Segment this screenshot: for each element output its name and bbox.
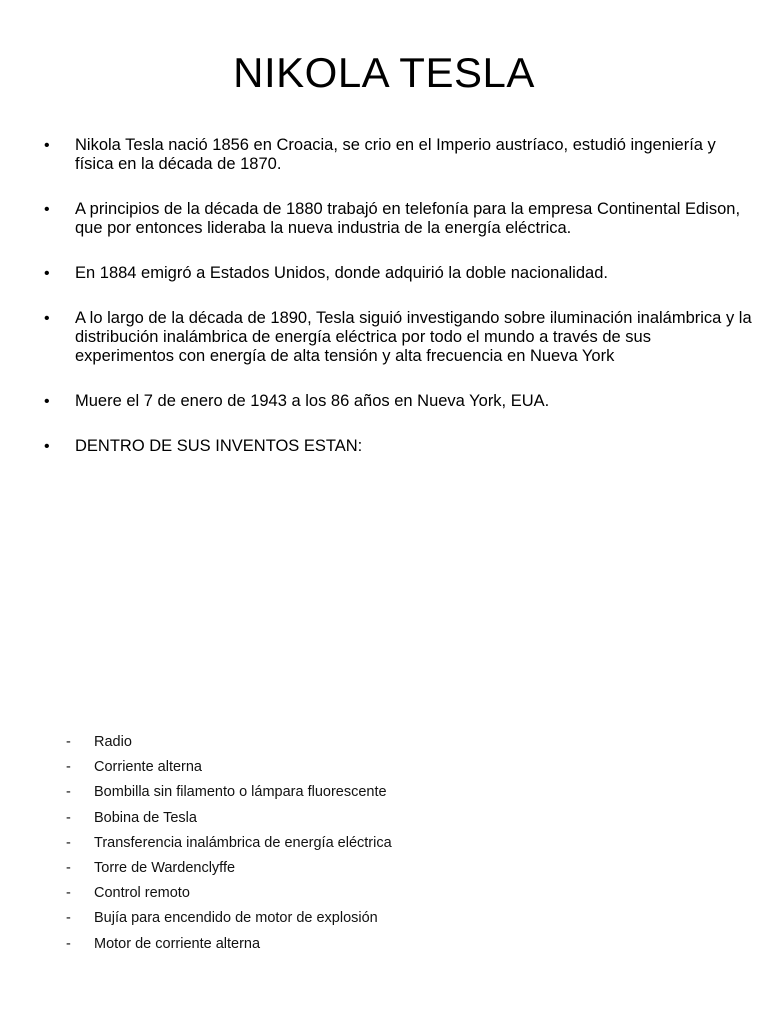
list-item — [44, 264, 754, 283]
invention-item — [66, 730, 666, 755]
invention-label: Torre de Wardenclyffe — [94, 860, 236, 877]
dash-icon: - — [66, 910, 71, 927]
invention-label: Control remoto — [94, 885, 190, 902]
dash-icon: - — [66, 809, 71, 826]
invention-item — [66, 831, 666, 856]
invention-item — [66, 881, 666, 906]
dash-icon: - — [66, 885, 71, 902]
dash-icon: - — [66, 759, 71, 776]
dash-icon: - — [66, 860, 71, 877]
dash-icon: - — [66, 935, 71, 952]
inventions-heading: DENTRO DE SUS INVENTOS ESTAN: — [75, 437, 363, 455]
invention-item — [66, 906, 666, 931]
bullet-text: A principios de la década de 1880 trabajó en telefonía para la empresa Continental Edison, que por entonces lideraba la nueva industria de la energía eléctrica. — [75, 200, 741, 237]
invention-label: Transferencia inalámbrica de energía eléctrica — [94, 834, 392, 851]
invention-item — [66, 755, 666, 780]
list-item — [44, 392, 754, 411]
bullet-text: Muere el 7 de enero de 1943 a los 86 años en Nueva York, EUA. — [75, 392, 550, 410]
invention-item — [66, 856, 666, 881]
inventions-list — [66, 730, 666, 957]
list-item — [44, 309, 754, 366]
invention-label: Corriente alterna — [94, 759, 202, 776]
invention-label: Bobina de Tesla — [94, 809, 197, 826]
invention-item — [66, 806, 666, 831]
bullet-icon: • — [44, 393, 50, 410]
dash-icon: - — [66, 734, 71, 750]
bullet-list — [44, 136, 754, 456]
bullet-text: A lo largo de la década de 1890, Tesla siguió investigando sobre iluminación inalámbrica y la distribución inalámbrica de energía eléctrica por todo el mundo a través de sus experimentos con energía de alta tensión y alta frecuencia en Nueva York — [75, 309, 752, 365]
page-title: NIKOLA TESLA — [233, 49, 535, 96]
invention-label: Radio — [94, 734, 132, 750]
dash-icon: - — [66, 784, 71, 801]
invention-item — [66, 780, 666, 805]
bullet-text: Nikola Tesla nació 1856 en Croacia, se crio en el Imperio austríaco, estudió ingeniería y física en la década de 1870. — [75, 136, 716, 173]
bullet-icon: • — [44, 438, 50, 455]
invention-label: Bombilla sin filamento o lámpara fluorescente — [94, 784, 387, 801]
invention-item — [66, 932, 666, 957]
invention-label: Bujía para encendido de motor de explosión — [94, 910, 378, 927]
bullet-icon: • — [44, 265, 50, 282]
bullet-icon: • — [44, 201, 50, 218]
bullet-text: En 1884 emigró a Estados Unidos, donde adquirió la doble nacionalidad. — [75, 264, 608, 282]
invention-label: Motor de corriente alterna — [94, 935, 261, 952]
list-item — [44, 136, 754, 174]
dash-icon: - — [66, 834, 71, 851]
list-item — [44, 437, 754, 456]
bullet-icon: • — [44, 137, 50, 154]
list-item — [44, 200, 754, 238]
bullet-icon: • — [44, 310, 50, 327]
